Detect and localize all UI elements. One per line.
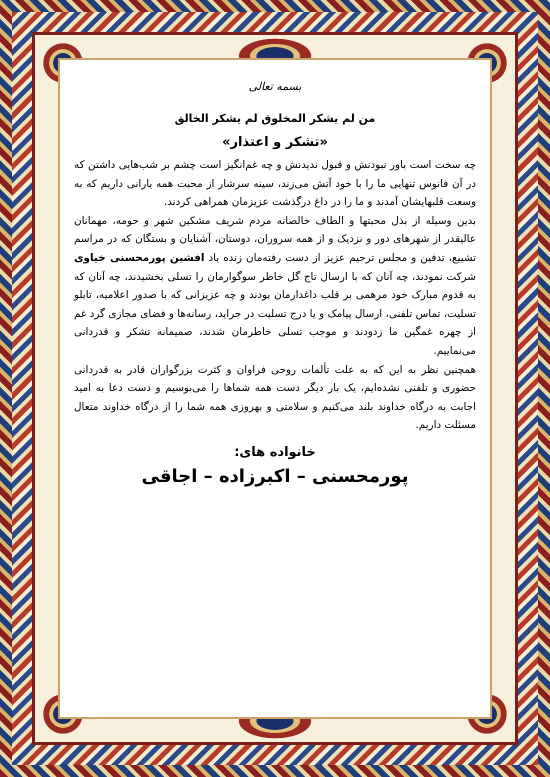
deceased-name: افشین پورمحسنی خیاوی <box>74 251 205 264</box>
hadith-line: من لم یشکر المخلوق لم یشکر الخالق <box>174 112 376 125</box>
document-content <box>74 70 476 703</box>
family-names: پورمحسنی – اکبرزاده – اجاقی <box>141 465 409 487</box>
paragraph-2-continuation: شرکت نمودند، چه آنان که با ارسال تاج گل خاطر سوگوارمان را تسلی بخشیدند، چه آنان که به قدوم مبارک خود مرهمی بر قلب داغدارمان بودند و چه عزیزانی که با صدور اعلامیه، تابلو تسلیت، تماس تلفنی، ارسال پیامک و یا درج تسلیت در جراید، رسانه‌ها و فضای مجازی گرد غم از چهره غمگین ما زدودند و موجب تسلی خاطرمان شدند، صمیمانه تشکر و قدردانی می‌نماییم. <box>74 270 476 357</box>
bismillah-calligraphy: بسمه تعالی <box>248 80 302 93</box>
document-title: «تشکر و اعتذار» <box>222 135 328 150</box>
paragraph-1: چه سخت است باور نبودنش و قبول ندیدنش و چه غم‌انگیز است چشم بر شب‌هایی داشتن که در آن فانوس تنهایی ما را با خود آتش می‌زند، سینه سرشار از محبت همه یارانی داریم که به وسعت قلبهایشان آمدند و ما را در داغ درگذشت عزیزمان همراهی کردند. <box>74 159 476 209</box>
paragraph-3: همچنین نظر به این که به علت تألمات روحی فراوان و کثرت بزرگواران قادر به قدردانی حضوری و تلفنی نشده‌ایم، یک بار دیگر دست همه شماها را می‌بوسیم و دست دعا به امید اجابت به درگاه خداوند بلند می‌کنیم و سلامتی و بهروزی همه شما را از درگاه خداوند متعال مسئلت داریم. <box>74 363 476 432</box>
family-label: خانواده های: <box>234 444 316 460</box>
paragraph-2 <box>74 212 476 361</box>
paragraph-2-text: بدین وسیله از بذل محبتها و الطاف خالصانه مردم شریف مشکین شهر و حومه، مهمانان عالیقدر از شهرهای دور و نزدیک و از همه سروران، دوستان، آشنایان و بستگان که در مراسم تشییع، تدفین و مجلس ترحیم عزیز از دست رفته‌مان زنده یاد <box>74 214 476 264</box>
